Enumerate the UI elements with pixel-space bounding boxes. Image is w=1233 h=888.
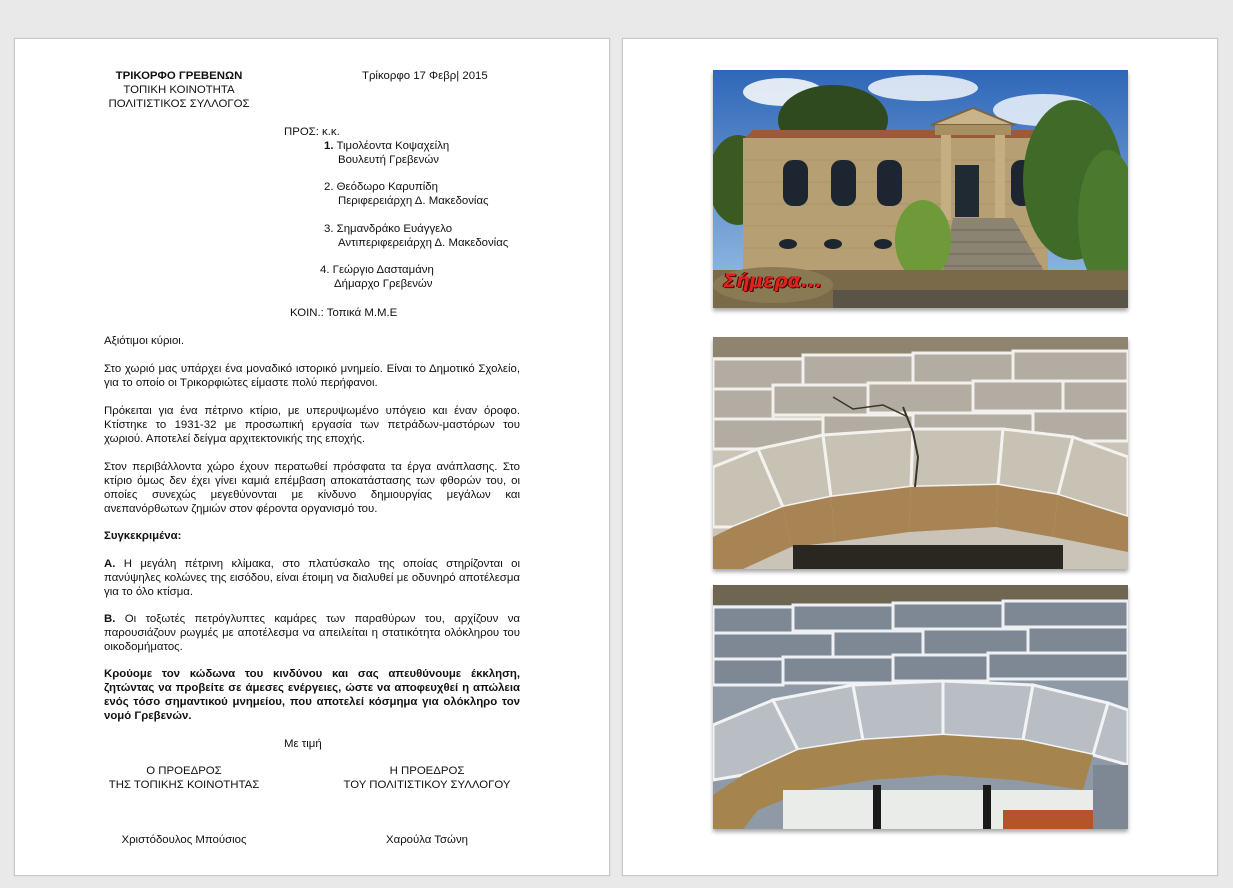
item-b-label: Β.: [104, 613, 116, 625]
recipient-number: 3.: [324, 223, 334, 235]
paragraph-2: Πρόκειται για ένα πέτρινο κτίριο, με υπερυψωμένο υπόγειο και έναν όροφο. Κτίστηκε το 1931-32 με προσωπική εργασία των πετράδων-μαστόρων του χωριού. Αποτελεί δείγμα αρχιτεκτονικής της εποχής.: [104, 405, 520, 445]
letter-page: [14, 38, 610, 876]
recipient-4: [320, 263, 434, 291]
signature-name-1: Χριστόδουλος Μπούσιος: [121, 834, 247, 846]
recipient-name: Θεόδωρο Καρυπίδη: [336, 181, 438, 193]
signature-role: Ο ΠΡΟΕΔΡΟΣ: [146, 765, 222, 777]
sender-line-2: ΤΟΠΙΚΗ ΚΟΙΝΟΤΗΤΑ: [123, 84, 235, 96]
photo-caption: Σήμερα...: [723, 270, 823, 292]
cc-line: ΚΟΙΝ.: Τοπικά Μ.Μ.Ε: [290, 307, 398, 319]
item-b: [104, 612, 520, 654]
place-date: Τρίκορφο 17 Φεβρ| 2015: [362, 70, 488, 82]
recipient-name: Γεώργιο Δασταμάνη: [332, 264, 434, 276]
recipient-title: Αντιπεριφερειάρχη Δ. Μακεδονίας: [338, 237, 509, 249]
recipient-2: [324, 180, 489, 208]
letter-body: [104, 69, 520, 869]
school-photo: [713, 70, 1128, 308]
recipient-number: 4.: [320, 264, 330, 276]
greeting: Αξιότιμοι κύριοι.: [104, 335, 184, 347]
item-a: [104, 557, 520, 599]
signature-1: [104, 764, 264, 792]
signature-2: [334, 764, 520, 792]
item-a-label: Α.: [104, 558, 116, 570]
specifically-text: Συγκεκριμένα:: [104, 530, 182, 542]
signature-role-2: ΤΗΣ ΤΟΠΙΚΗΣ ΚΟΙΝΟΤΗΤΑΣ: [108, 779, 260, 791]
recipient-title: Βουλευτή Γρεβενών: [338, 154, 439, 166]
to-label: ΠΡΟΣ: κ.κ.: [284, 126, 340, 138]
specifically-heading: [104, 529, 181, 543]
recipient-title: Περιφερειάρχη Δ. Μακεδονίας: [338, 195, 489, 207]
recipient-1: [324, 139, 449, 167]
recipient-name: Τιμολέοντα Κοψαχείλη: [336, 140, 450, 152]
item-a-text: Η μεγάλη πέτρινη κλίμακα, στο πλατύσκαλο της οποίας στηρίζονται οι πανύψηλες κολώνες της εισόδου, είναι έτοιμη να διαλυθεί με οδυνηρό αποτέλεσμα για το όλο κτίσμα.: [104, 558, 520, 598]
sender-block: [104, 69, 254, 111]
paragraph-1: Στο χωριό μας υπάρχει ένα μοναδικό ιστορικό μνημείο. Είναι το Δημοτικό Σχολείο, για το οποίο οι Τρικορφιώτες είμαστε πολύ περήφανοι.: [104, 363, 520, 389]
arch-window-photo: [713, 585, 1128, 829]
recipient-number: 2.: [324, 181, 334, 193]
recipient-3: [324, 222, 508, 250]
recipient-number: 1.: [324, 140, 334, 152]
item-b-text: Οι τοξωτές πετρόγλυπτες καμάρες των παραθύρων του, αρχίζουν να παρουσιάζουν ρωγμές με αποτέλεσμα να απειλείται η στατικότητα ολόκληρου του οικοδομήματος.: [104, 613, 520, 653]
recipient-name: Σημανδράκο Ευάγγελο: [336, 223, 453, 235]
sender-line-1: ΤΡΙΚΟΡΦΟ ΓΡΕΒΕΝΩΝ: [115, 70, 243, 82]
appeal-paragraph: Κρούομε τον κώδωνα του κινδύνου και σας απευθύνουμε έκκληση, ζητώντας να προβείτε σε άμεσες ενέργειες, ώστε να αποφευχθεί η απώλεια ενός τόσο σημαντικού μνημείου, που αποτελεί κόσμημα για ολόκληρο τον νομό Γρεβενών.: [104, 668, 520, 722]
recipient-title: Δήμαρχο Γρεβενών: [334, 278, 433, 290]
arch-crack-photo: [713, 337, 1128, 569]
sender-line-3: ΠΟΛΙΤΙΣΤΙΚΟΣ ΣΥΛΛΟΓΟΣ: [108, 98, 250, 110]
signature-role-2: ΤΟΥ ΠΟΛΙΤΙΣΤΙΚΟΥ ΣΥΛΛΟΓΟΥ: [343, 779, 511, 791]
signature-role: Η ΠΡΟΕΔΡΟΣ: [389, 765, 465, 777]
signature-name-2: Χαρούλα Τσώνη: [386, 834, 468, 846]
paragraph-3: Στον περιβάλλοντα χώρο έχουν περατωθεί πρόσφατα τα έργα ανάπλασης. Στο κτίριο όμως δεν έχει γίνει καμιά επέμβαση αποκατάστασης των φθορών του, οι οποίες συνεχώς μεγεθύνονται με κίνδυνο δημιουργίας μεγάλων και ανεπανόρθωτων ζημιών στον φέροντα οργανισμό του.: [104, 461, 520, 515]
closing: Με τιμή: [284, 738, 322, 750]
photos-page: [622, 38, 1218, 876]
